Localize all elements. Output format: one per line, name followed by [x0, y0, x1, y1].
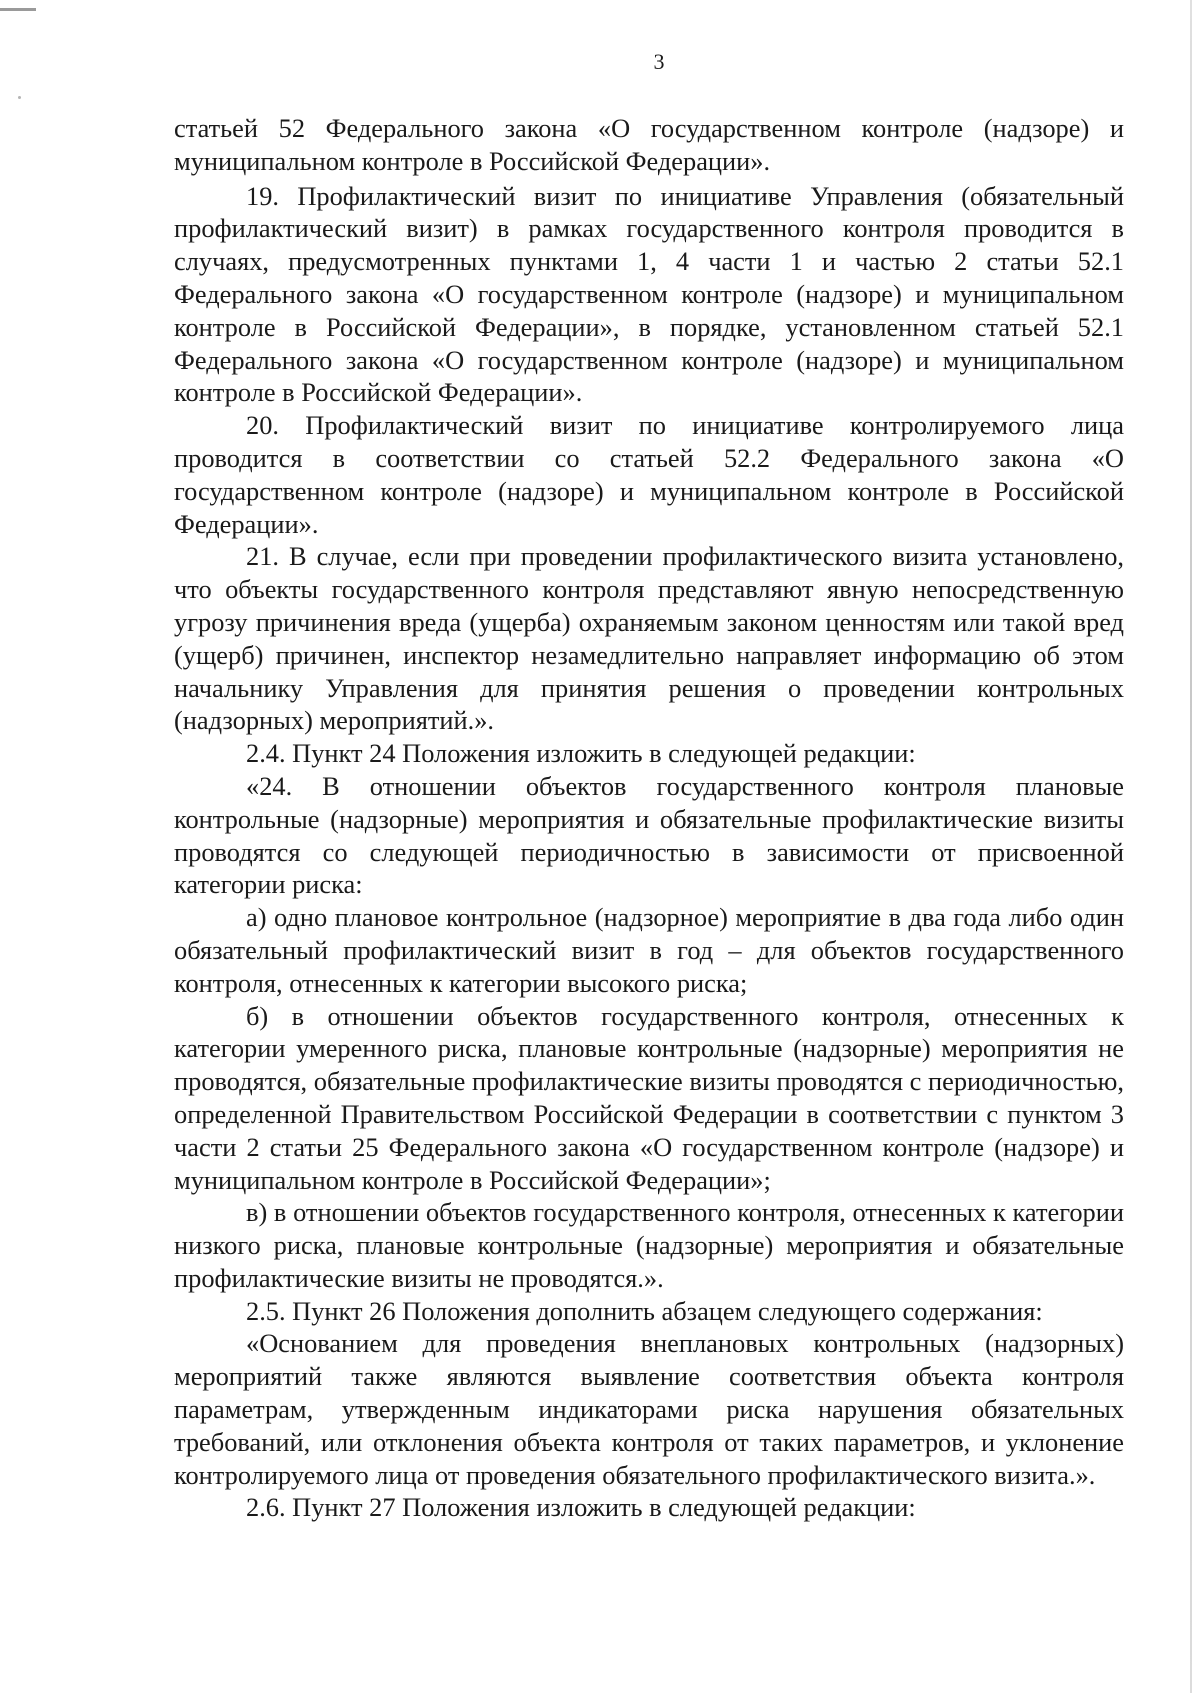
scan-page-edge — [1190, 0, 1192, 1693]
document-body — [174, 112, 1124, 1524]
paragraph: «Основанием для проведения внеплановых контрольных (надзорных) мероприятий также являются выявление соответствия объекта контроля параметрам, утвержденным индикаторами риска нарушения обязательных требований, или отклонения объекта контроля от таких параметров, и уклонение контролируемого лица от проведения обязательного профилактического визита.». — [174, 1328, 1124, 1490]
paragraph: 19. Профилактический визит по инициативе Управления (обязательный профилактический визит) в рамках государственного контроля проводится в случаях, предусмотренных пунктами 1, 4 части 1 и частью 2 статьи 52.1 Федерального закона «О государственном контроле (надзоре) и муниципальном контроле в Российской Федерации», в порядке, установленном статьей 52.1 Федерального закона «О государственном контроле (надзоре) и муниципальном контроле в Российской Федерации». — [174, 180, 1124, 408]
paragraph: 20. Профилактический визит по инициативе контролируемого лица проводится в соответствии со статьей 52.2 Федерального закона «О государственном контроле (надзоре) и муниципальном контроле в Российской Федерации». — [174, 410, 1124, 539]
paragraph: б) в отношении объектов государственного контроля, отнесенных к категории умеренного риска, плановые контрольные (надзорные) мероприятия не проводятся, обязательные профилактические визиты проводятся с периодичностью, определенной Правительством Российской Федерации в соответствии с пунктом 3 части 2 статьи 25 Федерального закона «О государственном контроле (надзоре) и муниципальном контроле в Российской Федерации»; — [174, 1000, 1124, 1195]
paragraph: 2.6. Пункт 27 Положения изложить в следующей редакции: — [246, 1492, 916, 1523]
paragraph: 21. В случае, если при проведении профилактического визита установлено, что объекты государственного контроля представляют явную непосредственную угрозу причинения вреда (ущерба) охраняемым законом ценностям или такой вред (ущерб) причинен, инспектор незамедлительно направляет информацию об этом начальнику Управления для принятия решения о проведении контрольных (надзорных) мероприятий.». — [174, 541, 1124, 736]
paragraph: 2.4. Пункт 24 Положения изложить в следующей редакции: — [246, 738, 916, 769]
scan-artifact-mark — [0, 8, 36, 11]
paragraph: в) в отношении объектов государственного контроля, отнесенных к категории низкого риска, плановые контрольные (надзорные) мероприятия и обязательные профилактические визиты не проводятся.». — [174, 1197, 1124, 1293]
paragraph: а) одно плановое контрольное (надзорное) мероприятие в два года либо один обязательный профилактический визит в год – для объектов государственного контроля, отнесенных к категории высокого риска; — [174, 902, 1124, 998]
page-number: 3 — [653, 49, 665, 74]
paragraph: «24. В отношении объектов государственного контроля плановые контрольные (надзорные) мероприятия и обязательные профилактические визиты проводятся со следующей периодичностью в зависимости от присвоенной категории риска: — [174, 770, 1124, 900]
paragraph: 2.5. Пункт 26 Положения дополнить абзацем следующего содержания: — [246, 1295, 1043, 1326]
document-page — [174, 46, 1124, 1524]
paragraph: статьей 52 Федерального закона «О государственном контроле (надзоре) и муниципальном контроле в Российской Федерации». — [174, 113, 1124, 176]
scan-artifact-dot — [18, 96, 21, 99]
